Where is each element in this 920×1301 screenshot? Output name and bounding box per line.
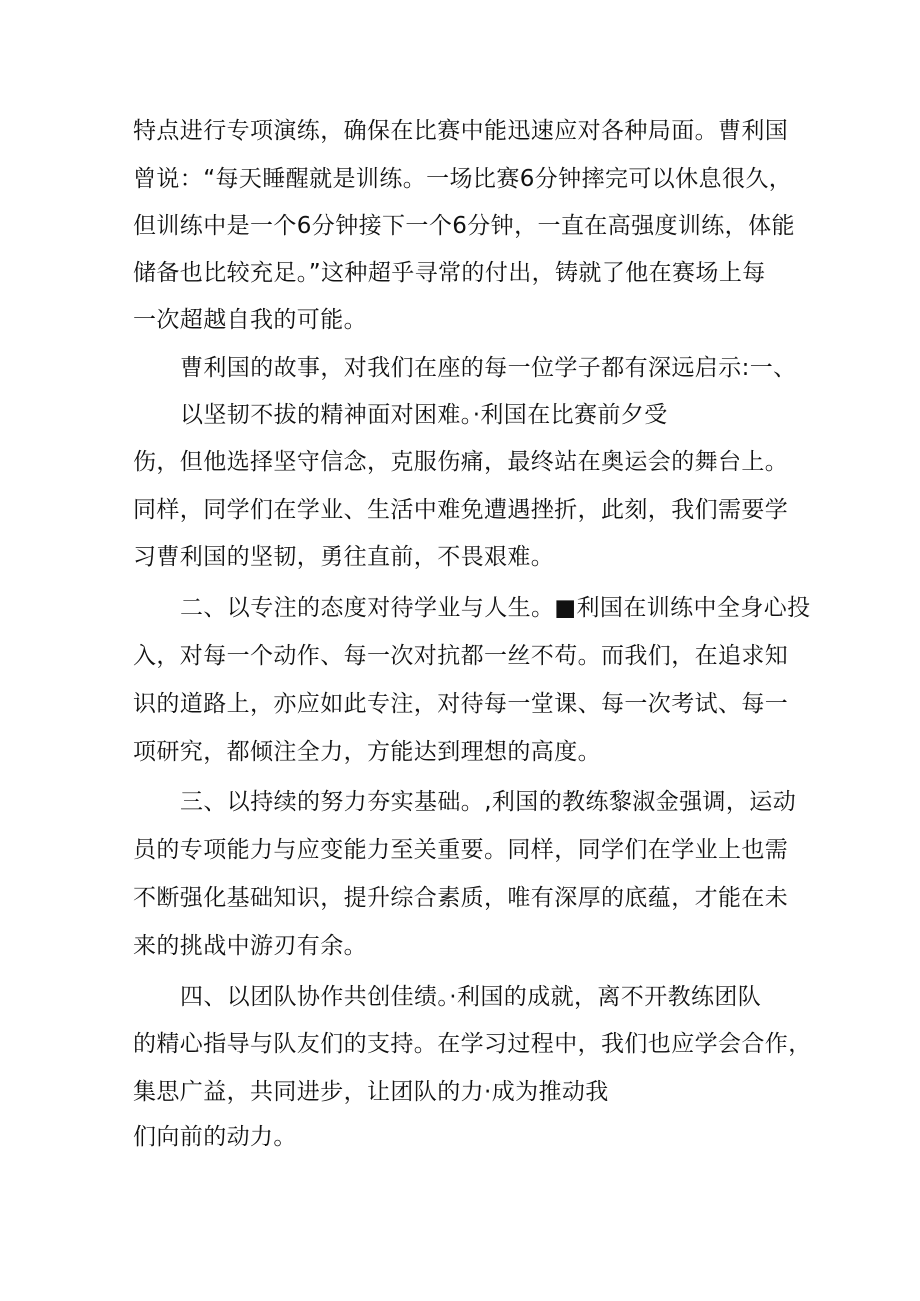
text-line: 入，对每一个动作、每一次对抗都一丝不苟。而我们，在追求知	[133, 643, 789, 669]
text-line: 不断强化基础知识，提升综合素质，唯有深厚的底蕴，才能在未	[133, 885, 789, 911]
text-line: 特点进行专项演练，确保在比赛中能迅速应对各种局面。曹利国	[133, 118, 789, 144]
text-line: 识的道路上，亦应如此专注，对待每一堂课、每一次考试、每一	[133, 691, 789, 717]
text-line: 员的专项能力与应变能力至关重要。同样，同学们在学业上也需	[133, 837, 789, 863]
text-line: 一次超越自我的可能。	[133, 307, 367, 333]
text-line: 但训练中是一个6分钟接下一个6分钟，一直在高强度训练，体能	[133, 213, 795, 239]
text-line: 同样，同学们在学业、生活中难免遭遇挫折，此刻，我们需要学	[133, 497, 789, 523]
text-line: 曾说：“每天睡醒就是训练。一场比赛6分钟摔完可以休息很久，	[133, 166, 793, 192]
text-line: 储备也比较充足。”这种超乎寻常的付出，铸就了他在赛场上每	[133, 260, 766, 286]
text-line: 习曹利国的坚韧，勇往直前，不畏艰难。	[133, 544, 555, 570]
text-line: 们向前的动力。	[133, 1124, 297, 1150]
text-line: 项研究，都倾注全力，方能达到理想的高度。	[133, 739, 601, 765]
text-line: 的精心指导与队友们的支持。在学习过程中，我们也应学会合作，	[133, 1031, 812, 1057]
paragraph-first-line: 以坚韧不拔的精神面对困难。·利国在比赛前夕受	[180, 402, 668, 428]
text-line: 集思广益，共同进步，让团队的力·成为推动我	[133, 1079, 609, 1105]
text-line: 伤，但他选择坚守信念，克服伤痛，最终站在奥运会的舞台上。	[133, 449, 789, 475]
text-line: 来的挑战中游刃有余。	[133, 933, 367, 959]
paragraph-first-line: 三、以持续的努力夯实基础。,利国的教练黎淑金强调，运动	[180, 789, 797, 815]
paragraph-first-line: 曹利国的故事，对我们在座的每一位学子都有深远启示:一、	[180, 355, 797, 381]
paragraph-first-line: 二、以专注的态度对待学业与人生。■利国在训练中全身心投	[180, 595, 811, 621]
paragraph-first-line: 四、以团队协作共创佳绩。·利国的成就，离不开教练团队	[180, 984, 762, 1010]
